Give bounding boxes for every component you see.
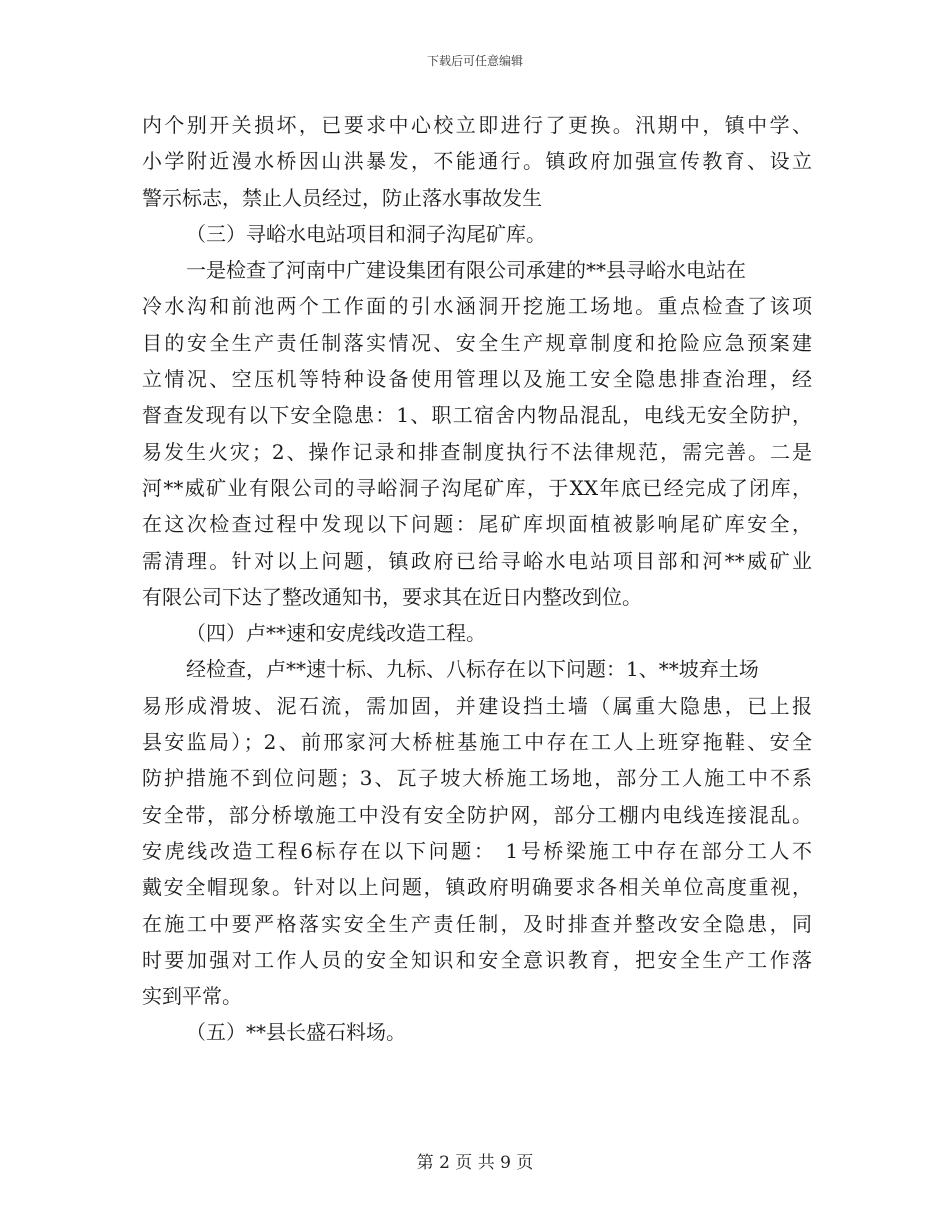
text-line: 经检查，卢**速十标、九标、八标存在以下问题：1、**坡弃土场 <box>186 657 759 682</box>
section-heading: （四）卢**速和安虎线改造工程。 <box>186 621 486 646</box>
document-body <box>142 107 812 1051</box>
text-line: 实到平常。 <box>142 984 242 1009</box>
text-line: 安全带，部分桥墩施工中没有安全防护网，部分工棚内电线连接混乱。 <box>142 802 812 827</box>
text-line: 需清理。针对以上问题，镇政府已给寻峪水电站项目部和河**威矿业 <box>142 548 812 573</box>
text-line: 有限公司下达了整改通知书，要求其在近日内整改到位。 <box>142 584 642 609</box>
text-line: 县安监局）；2、前邢家河大桥桩基施工中存在工人上班穿拖鞋、安全 <box>142 730 812 755</box>
text-line: 立情况、空压机等特种设备使用管理以及施工安全隐患排查治理，经 <box>142 367 812 392</box>
text-line: 督查发现有以下安全隐患：1、职工宿舍内物品混乱，电线无安全防护， <box>142 403 812 428</box>
text-line: 在这次检查过程中发现以下问题：尾矿库坝面植被影响尾矿库安全， <box>142 512 812 537</box>
text-line: 易发生火灾；2、操作记录和排查制度执行不法律规范，需完善。二是 <box>142 439 812 464</box>
section-heading: （三）寻峪水电站项目和洞子沟尾矿库。 <box>186 221 546 246</box>
text-line: 冷水沟和前池两个工作面的引水涵洞开挖施工场地。重点检查了该项 <box>142 294 812 319</box>
page-footer: 第 2 页 共 9 页 <box>416 1153 534 1173</box>
text-line: 易形成滑坡、泥石流，需加固，并建设挡土墙（属重大隐患，已上报 <box>142 693 812 718</box>
text-line: 戴安全帽现象。针对以上问题，镇政府明确要求各相关单位高度重视， <box>142 875 812 900</box>
text-line: 小学附近漫水桥因山洪暴发，不能通行。镇政府加强宣传教育、设立 <box>142 149 812 174</box>
text-line: 警示标志，禁止人员经过，防止落水事故发生 <box>142 185 542 210</box>
section-heading: （五）**县长盛石料场。 <box>186 1020 406 1045</box>
text-line: 在施工中要严格落实安全生产责任制，及时排查并整改安全隐患，同 <box>142 911 812 936</box>
text-line: 内个别开关损坏，已要求中心校立即进行了更换。汛期中，镇中学、 <box>142 113 812 137</box>
text-line: 一是检查了河南中广建设集团有限公司承建的**县寻峪水电站在 <box>186 258 746 283</box>
text-line: 时要加强对工作人员的安全知识和安全意识教育，把安全生产工作落 <box>142 947 812 972</box>
text-line: 河**威矿业有限公司的寻峪洞子沟尾矿库，于XX年底已经完成了闭库， <box>142 475 812 500</box>
text-line: 目的安全生产责任制落实情况、安全生产规章制度和抢险应急预案建 <box>142 330 812 355</box>
page-header: 下载后可任意编辑 <box>426 54 523 68</box>
text-line: 防护措施不到位问题；3、瓦子坡大桥施工场地，部分工人施工中不系 <box>142 766 812 791</box>
text-line: 安虎线改造工程6标存在以下问题： 1号桥梁施工中存在部分工人不 <box>142 838 812 863</box>
